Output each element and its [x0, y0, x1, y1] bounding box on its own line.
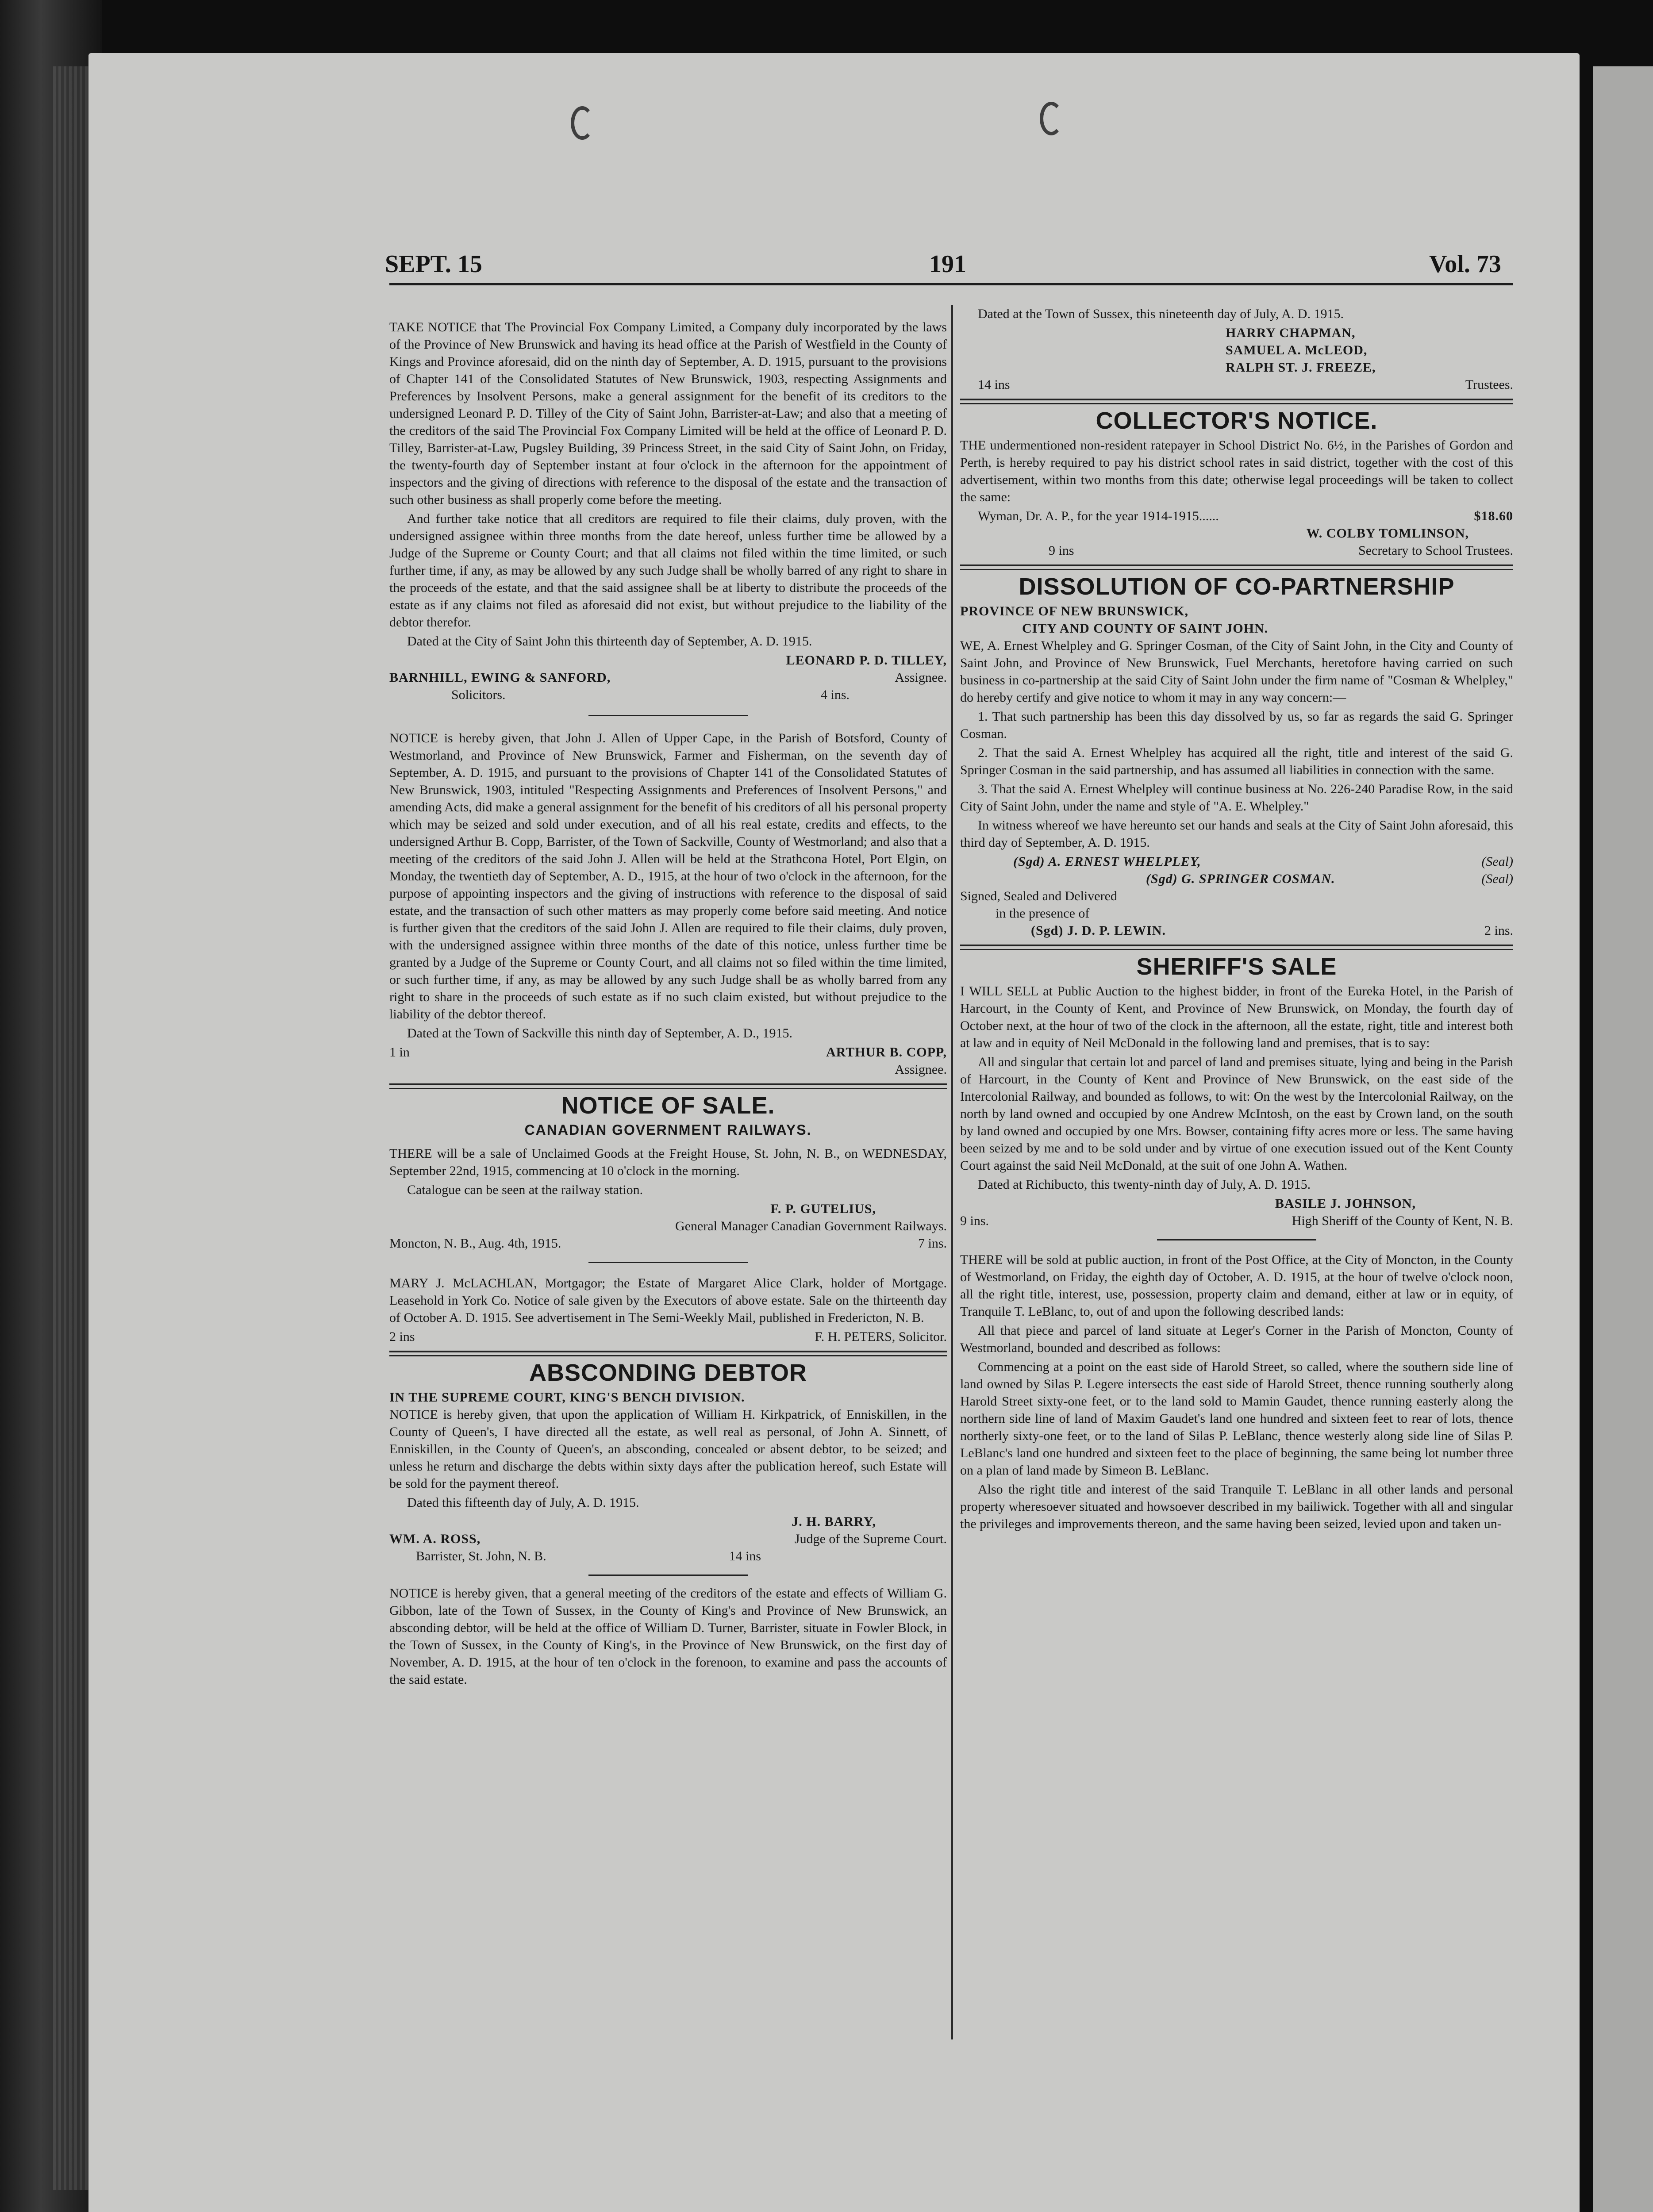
notice-absconding	[389, 1389, 947, 1565]
divider	[1157, 1239, 1316, 1240]
notice-role: Trustees.	[1465, 377, 1513, 392]
notice-body-3: Commencing at a point on the east side of Harold Street, so called, where the southern side line of land owned by Silas P. Legere intersects the east side of Harold Street, thence running southerly along Harold Street sixty-one feet, or to the land sold to Mamin Gaudet, thence running easterly along the northern side line of land of Maxim Gaudet's land one hundred and sixteen feet to rear of lots, thence northerly sixty-one feet, or to the land of Silas P. LeBlanc, thence westerly along side line of Silas P. LeBlanc's land one hundred and sixteen feet to the place of beginning, the same being lot number three on a plan of land made by Simeon B. LeBlanc.	[960, 1359, 1513, 1478]
notice-body-4: Also the right title and interest of the said Tranquile T. LeBlanc in all other lands and personal property wheresoever situated and howsoever described in my bailiwick. Together with all and singular the privileges and improvements thereon, and the same having been seized, levied upon and taken un-	[960, 1482, 1513, 1531]
trustee-3: RALPH ST. J. FREEZE,	[1226, 360, 1376, 375]
notice-ins: 2 ins	[389, 1329, 415, 1344]
notice-body: THERE will be a sale of Unclaimed Goods at the Freight House, St. John, N. B., on WEDNESDAY, September 22nd, 1915, commencing at 10 o'clock in the morning.	[389, 1146, 947, 1178]
notice-role: Assignee.	[895, 670, 947, 685]
notice-signer: F. P. GUTELIUS,	[770, 1202, 876, 1216]
notice-body: THERE will be sold at public auction, in front of the Post Office, at the City of Moncton, in the County of Westmorland, on Friday, the eighth day of October, A. D. 1915, at the hour of twelve o'clock noon, all the right title, interest, use, possession, property claim and demand, either at law or in equity, of Tranquile T. LeBlanc, to, out of and upon the following described lands:	[960, 1252, 1513, 1319]
notice-dated: Dated at the Town of Sackville this ninth day of September, A. D., 1915.	[407, 1026, 792, 1041]
notice-counsel-place: Barrister, St. John, N. B.	[416, 1549, 546, 1563]
notice-body: WE, A. Ernest Whelpley and G. Springer Cosman, of the City of Saint John, in the City and County of Saint John, and Province of New Brunswick, Fuel Merchants, heretofore having carried on such business in co-partnership at the said City of Saint John under the firm name of "Cosman & Whelpley," do hereby certify and give notice to whom it may in any way concern:—	[960, 638, 1513, 705]
item-3: 3. That the said A. Ernest Whelpley will continue business at No. 226-240 Paradise Row, in the said City of Saint John, under the name and style of "A. E. Whelpley."	[960, 782, 1513, 814]
notice-body-2: And further take notice that all creditors are required to file their claims, duly proven, with the undersigned assignee within three months from the date hereof, unless further time be allowed by a Judge of the Supreme or County Court; and that all claims not filed within the time limited, or such further time, if any, as may be allowed by any such Judge shall be wholly barred of any right to share in the proceeds of the estate, and that the said assignee shall be at liberty to distribute the proceeds of the estate as if any claims not filed as aforesaid did not exist, but without prejudice to the liability of the debtor therefor.	[389, 511, 947, 630]
notice-of-sale-subheading: CANADIAN GOVERNMENT RAILWAYS.	[524, 1122, 812, 1138]
notice-dated: Dated at the City of Saint John this thirteenth day of September, A. D. 1915.	[407, 634, 812, 649]
witness-name: (Sgd) J. D. P. LEWIN.	[1031, 923, 1166, 938]
province-line: PROVINCE OF NEW BRUNSWICK,	[960, 604, 1189, 618]
notice-signer: BASILE J. JOHNSON,	[1275, 1196, 1416, 1211]
notice-firm: BARNHILL, EWING & SANFORD,	[389, 670, 611, 685]
notice-body: I WILL SELL at Public Auction to the highest bidder, in front of the Eureka Hotel, in the Parish of Harcourt, in the County of Kent, and Province of New Brunswick, on Monday, the fourth day of October next, at the hour of two of the clock in the afternoon, all the estate, right, title and interest both at law and in equity of Neil McDonald in the following land and premises, that is to say:	[960, 984, 1513, 1050]
binding-hole-icon	[1040, 102, 1063, 135]
notice-title: General Manager Canadian Government Railways.	[675, 1219, 947, 1233]
notice-ins: 1 in	[389, 1045, 410, 1060]
seal-2: (Seal)	[1481, 872, 1513, 886]
notice-counsel: WM. A. ROSS,	[389, 1532, 481, 1546]
section-rule	[389, 1355, 947, 1356]
notice-place: Moncton, N. B., Aug. 4th, 1915.	[389, 1236, 561, 1251]
header-date: SEPT. 15	[385, 250, 482, 278]
seal-1: (Seal)	[1481, 854, 1513, 869]
notice-provincial-fox	[389, 319, 947, 703]
notice-dissolution	[960, 603, 1513, 939]
trustee-1: HARRY CHAPMAN,	[1226, 326, 1356, 340]
notice-dated: Dated at Richibucto, this twenty-ninth day of July, A. D. 1915.	[978, 1177, 1311, 1192]
notice-body: MARY J. McLACHLAN, Mortgagor; the Estate of Margaret Alice Clark, holder of Mortgage. Leasehold in York Co. Notice of sale given by the Executors of above estate. Sale on the thirteenth day of October A. D. 1915. See advertisement in The Semi-Weekly Mail, published in Fredericton, N. B.	[389, 1276, 947, 1325]
notice-role: Secretary to School Trustees.	[1358, 543, 1513, 558]
notice-dated: Dated at the Town of Sussex, this nineteenth day of July, A. D. 1915.	[978, 307, 1344, 321]
notice-signer: W. COLBY TOMLINSON,	[1306, 526, 1469, 541]
notice-judge: Judge of the Supreme Court.	[794, 1532, 947, 1546]
notice-role: Assignee.	[895, 1062, 947, 1077]
section-rule	[960, 399, 1513, 400]
notice-of-sale	[389, 1145, 947, 1252]
notice-body: NOTICE is hereby given, that upon the application of William H. Kirkpatrick, of Enniskillen, in the County of Queen's, I have directed all the estate, as well real as personal, of John A. Sinnett, of Enniskillen, in the County of Queen's, an absconding, concealed or absent debtor, to be seized; and unless he return and discharge the debts within sixty days after the publication hereof, such Estate will be sold for the payment thereof.	[389, 1407, 947, 1491]
sheriff-heading: SHERIFF'S SALE	[1136, 953, 1337, 980]
section-rule	[960, 949, 1513, 950]
notice-john-allen	[389, 730, 947, 1078]
collector-heading: COLLECTOR'S NOTICE.	[1096, 407, 1378, 434]
notice-gibbon-body: NOTICE is hereby given, that a general meeting of the creditors of the estate and effects of William G. Gibbon, late of the Town of Sussex, in the County of King's and Province of New Brunswick, an absconding debtor, will be held at the office of William D. Turner, Barrister, situate in Fowler Block, in the Town of Sussex, in the County of King's, in the Province of New Brunswick, on the first day of November, A. D. 1915, at the hour of ten o'clock in the forenoon, to examine and pass the accounts of the said estate.	[389, 1586, 947, 1687]
notice-signer: ARTHUR B. COPP,	[826, 1045, 947, 1060]
notice-dated: Dated this fifteenth day of July, A. D. 1915.	[407, 1495, 639, 1510]
notice-firm-role: Solicitors.	[451, 687, 506, 702]
section-rule	[389, 1351, 947, 1352]
notice-auction	[960, 1251, 1513, 1532]
witness-clause: In witness whereof we have hereunto set our hands and seals at the City of Saint John aforesaid, this third day of September, A. D. 1915.	[960, 818, 1513, 850]
presence-line: in the presence of	[996, 906, 1090, 921]
divider	[588, 715, 748, 716]
section-rule	[389, 1083, 947, 1085]
facing-page-edge	[1593, 66, 1653, 2212]
city-line: CITY AND COUNTY OF SAINT JOHN.	[1022, 621, 1269, 636]
binding-hole-icon	[571, 106, 594, 140]
notice-body-2: All and singular that certain lot and parcel of land and premises situate, lying and being in the Parish of Harcourt, in the County of Kent and Province of New Brunswick, on the east side of the Intercolonial Railway, and bounded as follows, to wit: On the west by the Intercolonial Railway, on the north by land owned and occupied by one Andrew McIntosh, on the east by Crown land, on the south by land owned and occupied by one Mrs. Bowser, containing fifty acres more or less. The same having been seized by me and to be sold under and by virtue of one execution issued out of the Kent County Court against the said Neil McDonald, at the suit of one John A. Wathen.	[960, 1055, 1513, 1173]
header-page-number: 191	[929, 250, 966, 278]
section-rule	[389, 1088, 947, 1089]
notice-ins: 4 ins.	[820, 687, 850, 702]
section-rule	[960, 403, 1513, 404]
header-rule	[389, 283, 1513, 285]
column-rule	[951, 305, 953, 2039]
notice-signer: F. H. PETERS, Solicitor.	[815, 1329, 947, 1344]
notice-body: THE undermentioned non-resident ratepayer in School District No. 6½, in the Parishes of Gordon and Perth, is hereby required to pay his district school rates in said district, together with the cost of this advertisement, within two months from this date; otherwise legal proceedings will be taken to collect the same:	[960, 438, 1513, 504]
absconding-heading: ABSCONDING DEBTOR	[529, 1359, 807, 1386]
notice-ins: 2 ins.	[1484, 923, 1513, 938]
notice-catalogue: Catalogue can be seen at the railway station.	[407, 1183, 643, 1197]
notice-sheriff	[960, 983, 1513, 1229]
divider	[588, 1262, 748, 1263]
notice-ins: 14 ins	[729, 1549, 761, 1563]
notice-body: NOTICE is hereby given, that John J. Allen of Upper Cape, in the Parish of Botsford, County of Westmorland, and Province of New Brunswick, Farmer and Fisherman, on the seventh day of September, A. D. 1915, and pursuant to the provisions of Chapter 141 of the Consolidated Statutes of New Brunswick, 1903, intituled "Respecting Assignments and Preferences of Insolvent Persons," and amending Acts, did make a general assignment for the benefit of his creditors of all his personal property which may be seized and sold under execution, and of all his real estate, credits and effects, to the undersigned Arthur B. Copp, Barrister, of the Town of Sackville, County of Westmorland; and also that a meeting of the creditors of the said John J. Allen will be held at the Strathcona Hotel, Port Elgin, on Monday, the twentieth day of September, A. D., 1915, at the hour of two o'clock in the afternoon, for the purpose of appointing inspectors and the giving of instructions with reference to the disposal of said estate, and the transaction of such other matters as may properly come before said meeting. And notice is further given that the creditors of the said John J. Allen are required to file their claims, duly proven, with the undersigned assignee within three months of the date of this notice, unless further time be granted by a Judge of the Supreme or County Court, and all claims not so filed within the time limited, or such further time, if any, as may be allowed by any such Judge shall be as wholly barred from any right to share in the proceeds of such estate as if no such claim existed, but without prejudice to the liability of the debtor thereof.	[389, 731, 947, 1022]
notice-ins: 7 ins.	[918, 1236, 947, 1251]
divider	[588, 1575, 748, 1576]
notice-mclachlan	[389, 1275, 947, 1345]
item-2: 2. That the said A. Ernest Whelpley has acquired all the right, title and interest of the said G. Springer Cosman in the said partnership, and has assumed all liabilities in connection with the same.	[960, 745, 1513, 777]
notice-role: High Sheriff of the County of Kent, N. B.	[1292, 1214, 1513, 1228]
court-line: IN THE SUPREME COURT, KING'S BENCH DIVISION.	[389, 1390, 745, 1405]
signature-2: (Sgd) G. SPRINGER COSMAN.	[1146, 872, 1335, 886]
notice-body: TAKE NOTICE that The Provincial Fox Company Limited, a Company duly incorporated by the laws of the Province of New Brunswick and having its head office at the Parish of Westfield in the County of Kings and Province aforesaid, did on the ninth day of September, A. D. 1915, pursuant to the provisions of Chapter 141 of the Consolidated Statutes of New Brunswick, 1903, respecting Assignments and Preferences by Insolvent Persons, make a general assignment for the benefit of its creditors to the undersigned Leonard P. D. Tilley of the City of Saint John, Barrister-at-Law; and also that a meeting of the creditors of the said The Provincial Fox Company Limited will be held at the office of Leonard P. D. Tilley, Barrister-at-Law, Pugsley Building, 39 Princess Street, in the said City of Saint John, on Friday, the twenty-fourth day of September instant at four o'clock in the afternoon for the appointment of inspectors and the giving of directions with reference to the disposal of the estate and the transaction of such other business as shall properly come before the meeting.	[389, 320, 947, 507]
notice-gibbon-continued	[960, 305, 1513, 393]
signature-1: (Sgd) A. ERNEST WHELPLEY,	[1013, 854, 1201, 869]
notice-collector	[960, 437, 1513, 559]
section-rule	[960, 565, 1513, 566]
book-binding	[0, 0, 102, 2212]
section-rule	[960, 945, 1513, 946]
trustee-2: SAMUEL A. McLEOD,	[1226, 343, 1368, 357]
header-volume: Vol. 73	[1429, 250, 1501, 278]
notice-of-sale-heading: NOTICE OF SALE.	[561, 1092, 775, 1119]
notice-body-2: All that piece and parcel of land situate at Leger's Corner in the Parish of Moncton, County of Westmorland, bounded and described as follows:	[960, 1323, 1513, 1355]
dissolution-heading: DISSOLUTION OF CO-PARTNERSHIP	[1019, 573, 1455, 600]
right-column	[960, 305, 1513, 1534]
item-1: 1. That such partnership has been this day dissolved by us, so far as regards the said G. Springer Cosman.	[960, 709, 1513, 741]
notice-signer: J. H. BARRY,	[792, 1514, 876, 1529]
notice-ins: 9 ins	[1049, 543, 1074, 558]
rate-entry: Wyman, Dr. A. P., for the year 1914-1915......	[978, 509, 1219, 523]
notice-signer: LEONARD P. D. TILLEY,	[786, 653, 947, 668]
signed-line: Signed, Sealed and Delivered	[960, 889, 1117, 903]
section-rule	[960, 569, 1513, 570]
left-column	[389, 319, 947, 1690]
notice-ins: 14 ins	[978, 377, 1010, 392]
notice-ins: 9 ins.	[960, 1214, 989, 1228]
rate-amount: $18.60	[1474, 509, 1513, 523]
